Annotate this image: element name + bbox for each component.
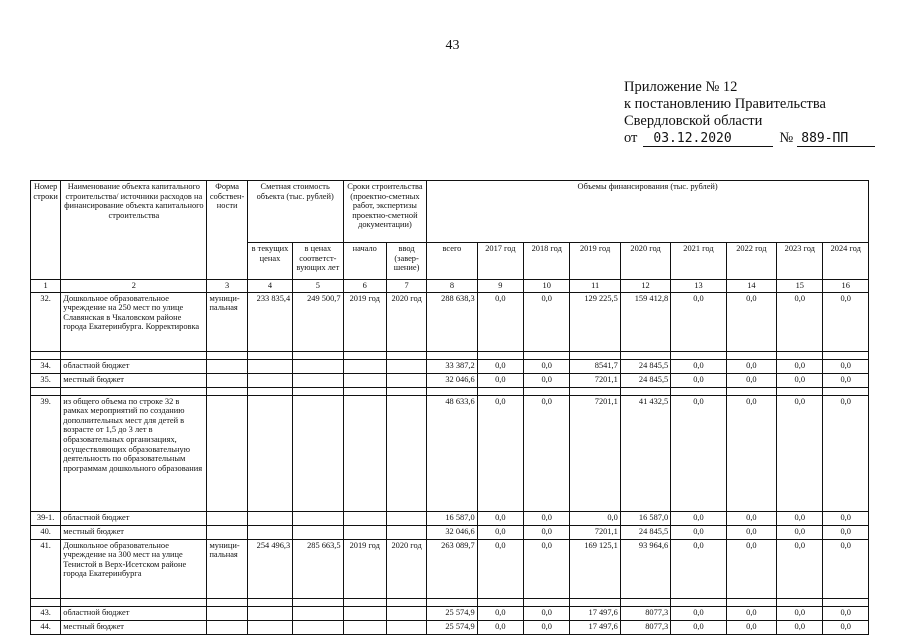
object-name: из общего объема по строке 32 в рамках мероприятий по созданию дополнительных мест для детей в возрасте от 1,5 до 3 лет в образовательных организациях, осуществляющих образовательную деятельность по образовательным программам дошкольного образования — [61, 395, 207, 511]
term-end — [386, 373, 426, 387]
separator-cell — [343, 598, 386, 606]
amount-2023: 0,0 — [777, 539, 823, 598]
separator-cell — [207, 387, 247, 395]
row-number: 39. — [31, 395, 61, 511]
amount-2023: 0,0 — [777, 620, 823, 634]
column-number: 14 — [726, 280, 776, 293]
estimate-current — [247, 373, 292, 387]
header-terms-start: начало — [343, 243, 386, 280]
amount-2024: 0,0 — [823, 525, 869, 539]
object-name: областной бюджет — [61, 606, 207, 620]
estimate-years — [293, 395, 343, 511]
appendix-block — [624, 79, 875, 147]
separator-cell — [570, 598, 620, 606]
object-name: областной бюджет — [61, 359, 207, 373]
column-number: 6 — [343, 280, 386, 293]
estimate-current — [247, 620, 292, 634]
table-body — [31, 292, 869, 634]
separator-cell — [31, 387, 61, 395]
object-name: местный бюджет — [61, 525, 207, 539]
header-2022: 2022 год — [726, 243, 776, 280]
term-end — [386, 511, 426, 525]
row-number: 40. — [31, 525, 61, 539]
estimate-years — [293, 525, 343, 539]
row-separator — [31, 351, 869, 359]
term-start — [343, 620, 386, 634]
ownership: муници-пальная — [207, 539, 247, 598]
amount-2020: 41 432,5 — [620, 395, 670, 511]
table-row — [31, 606, 869, 620]
amount-2022: 0,0 — [726, 373, 776, 387]
amount-2020: 93 964,6 — [620, 539, 670, 598]
header-2020: 2020 год — [620, 243, 670, 280]
amount-2023: 0,0 — [777, 395, 823, 511]
amount-2021: 0,0 — [671, 539, 726, 598]
separator-cell — [427, 351, 477, 359]
separator-cell — [777, 351, 823, 359]
separator-cell — [386, 351, 426, 359]
term-end — [386, 395, 426, 511]
total-amount: 32 046,6 — [427, 525, 477, 539]
separator-cell — [247, 598, 292, 606]
amount-2021: 0,0 — [671, 359, 726, 373]
table-row — [31, 395, 869, 511]
column-number: 1 — [31, 280, 61, 293]
row-separator — [31, 387, 869, 395]
separator-cell — [293, 598, 343, 606]
separator-cell — [726, 387, 776, 395]
amount-2022: 0,0 — [726, 525, 776, 539]
column-number: 11 — [570, 280, 620, 293]
header-name: Наименование объекта капитального строительства/ источники расходов на финансирование объекта капитального строительства — [61, 181, 207, 280]
amount-2019: 17 497,6 — [570, 620, 620, 634]
separator-cell — [31, 351, 61, 359]
term-start: 2019 год — [343, 292, 386, 351]
column-number: 3 — [207, 280, 247, 293]
amount-2021: 0,0 — [671, 373, 726, 387]
amount-2023: 0,0 — [777, 606, 823, 620]
term-end: 2020 год — [386, 292, 426, 351]
total-amount: 25 574,9 — [427, 620, 477, 634]
table-row — [31, 373, 869, 387]
separator-cell — [524, 351, 570, 359]
amount-2017: 0,0 — [477, 511, 523, 525]
ownership — [207, 373, 247, 387]
column-number: 9 — [477, 280, 523, 293]
amount-2019: 129 225,5 — [570, 292, 620, 351]
row-number: 32. — [31, 292, 61, 351]
amount-2023: 0,0 — [777, 292, 823, 351]
amount-2020: 24 845,5 — [620, 525, 670, 539]
ownership — [207, 511, 247, 525]
amount-2017: 0,0 — [477, 373, 523, 387]
row-number: 34. — [31, 359, 61, 373]
separator-cell — [620, 351, 670, 359]
amount-2021: 0,0 — [671, 292, 726, 351]
total-amount: 263 089,7 — [427, 539, 477, 598]
header-row-1 — [31, 181, 869, 243]
separator-cell — [427, 387, 477, 395]
ownership — [207, 620, 247, 634]
term-start — [343, 359, 386, 373]
term-start: 2019 год — [343, 539, 386, 598]
estimate-current — [247, 359, 292, 373]
amount-2024: 0,0 — [823, 373, 869, 387]
header-estimate-years: в ценах соответст-вующих лет — [293, 243, 343, 280]
amount-2019: 8541,7 — [570, 359, 620, 373]
separator-cell — [726, 351, 776, 359]
amount-2021: 0,0 — [671, 525, 726, 539]
separator-cell — [570, 387, 620, 395]
term-start — [343, 606, 386, 620]
amount-2021: 0,0 — [671, 606, 726, 620]
amount-2022: 0,0 — [726, 359, 776, 373]
separator-cell — [386, 387, 426, 395]
separator-cell — [293, 351, 343, 359]
estimate-years — [293, 359, 343, 373]
separator-cell — [823, 351, 869, 359]
term-start — [343, 373, 386, 387]
table-row — [31, 620, 869, 634]
amount-2024: 0,0 — [823, 511, 869, 525]
separator-cell — [61, 598, 207, 606]
column-number: 4 — [247, 280, 292, 293]
amount-2017: 0,0 — [477, 395, 523, 511]
financing-table — [30, 180, 869, 635]
object-name: местный бюджет — [61, 373, 207, 387]
amount-2024: 0,0 — [823, 359, 869, 373]
amount-2019: 7201,1 — [570, 373, 620, 387]
separator-cell — [620, 387, 670, 395]
total-amount: 33 387,2 — [427, 359, 477, 373]
amount-2019: 17 497,6 — [570, 606, 620, 620]
header-total: всего — [427, 243, 477, 280]
amount-2017: 0,0 — [477, 359, 523, 373]
header-terms: Сроки строительства (проектно-сметных работ, экспертизы проектно-сметной документации) — [343, 181, 427, 243]
object-name: местный бюджет — [61, 620, 207, 634]
amount-2019: 7201,1 — [570, 525, 620, 539]
amount-2018: 0,0 — [524, 539, 570, 598]
header-estimate-current: в текущих ценах — [247, 243, 292, 280]
resolution-number: 889-ПП — [797, 132, 875, 147]
separator-cell — [343, 351, 386, 359]
amount-2018: 0,0 — [524, 606, 570, 620]
estimate-years — [293, 620, 343, 634]
total-amount: 288 638,3 — [427, 292, 477, 351]
amount-2020: 24 845,5 — [620, 373, 670, 387]
estimate-years — [293, 511, 343, 525]
amount-2021: 0,0 — [671, 395, 726, 511]
estimate-years: 249 500,7 — [293, 292, 343, 351]
header-ownership: Форма собствен-ности — [207, 181, 247, 280]
amount-2017: 0,0 — [477, 292, 523, 351]
amount-2021: 0,0 — [671, 620, 726, 634]
ownership — [207, 395, 247, 511]
table-row — [31, 525, 869, 539]
column-number: 5 — [293, 280, 343, 293]
amount-2022: 0,0 — [726, 395, 776, 511]
separator-cell — [671, 351, 726, 359]
table-row — [31, 511, 869, 525]
separator-cell — [671, 387, 726, 395]
amount-2018: 0,0 — [524, 373, 570, 387]
amount-2023: 0,0 — [777, 525, 823, 539]
amount-2023: 0,0 — [777, 359, 823, 373]
ownership: муници-пальная — [207, 292, 247, 351]
ownership — [207, 525, 247, 539]
separator-cell — [31, 598, 61, 606]
page-number: 43 — [445, 38, 460, 53]
separator-cell — [207, 598, 247, 606]
total-amount: 16 587,0 — [427, 511, 477, 525]
estimate-years — [293, 606, 343, 620]
amount-2017: 0,0 — [477, 620, 523, 634]
object-name: Дошкольное образовательное учреждение на 250 мест по улице Славянская в Чкаловском районе города Екатеринбурга. Корректировка — [61, 292, 207, 351]
amount-2023: 0,0 — [777, 373, 823, 387]
amount-2024: 0,0 — [823, 606, 869, 620]
estimate-current — [247, 525, 292, 539]
separator-cell — [343, 387, 386, 395]
separator-cell — [823, 387, 869, 395]
header-financing: Объемы финансирования (тыс. рублей) — [427, 181, 869, 243]
separator-cell — [61, 351, 207, 359]
column-number: 13 — [671, 280, 726, 293]
amount-2020: 8077,3 — [620, 620, 670, 634]
separator-cell — [61, 387, 207, 395]
amount-2023: 0,0 — [777, 511, 823, 525]
header-2018: 2018 год — [524, 243, 570, 280]
row-number: 39-1. — [31, 511, 61, 525]
estimate-current — [247, 395, 292, 511]
column-number: 8 — [427, 280, 477, 293]
total-amount: 32 046,6 — [427, 373, 477, 387]
table-row — [31, 539, 869, 598]
amount-2018: 0,0 — [524, 620, 570, 634]
amount-2018: 0,0 — [524, 292, 570, 351]
term-start — [343, 525, 386, 539]
amount-2024: 0,0 — [823, 395, 869, 511]
ownership — [207, 606, 247, 620]
estimate-current — [247, 606, 292, 620]
header-row-no: Номер строки — [31, 181, 61, 280]
column-number: 10 — [524, 280, 570, 293]
separator-cell — [671, 598, 726, 606]
amount-2020: 8077,3 — [620, 606, 670, 620]
term-start — [343, 511, 386, 525]
separator-cell — [726, 598, 776, 606]
number-label: № — [779, 130, 794, 146]
amount-2019: 0,0 — [570, 511, 620, 525]
term-end — [386, 606, 426, 620]
row-number: 35. — [31, 373, 61, 387]
column-number-row — [31, 280, 869, 293]
separator-cell — [477, 351, 523, 359]
term-start — [343, 395, 386, 511]
amount-2024: 0,0 — [823, 620, 869, 634]
separator-cell — [247, 387, 292, 395]
separator-cell — [823, 598, 869, 606]
amount-2019: 7201,1 — [570, 395, 620, 511]
term-end — [386, 359, 426, 373]
header-2017: 2017 год — [477, 243, 523, 280]
amount-2020: 16 587,0 — [620, 511, 670, 525]
row-number: 43. — [31, 606, 61, 620]
amount-2021: 0,0 — [671, 511, 726, 525]
ownership — [207, 359, 247, 373]
term-end: 2020 год — [386, 539, 426, 598]
amount-2018: 0,0 — [524, 511, 570, 525]
amount-2018: 0,0 — [524, 525, 570, 539]
header-2019: 2019 год — [570, 243, 620, 280]
header-terms-end: ввод (завер-шение) — [386, 243, 426, 280]
term-end — [386, 525, 426, 539]
row-number: 44. — [31, 620, 61, 634]
appendix-resolution: к постановлению Правительства — [624, 96, 826, 112]
amount-2018: 0,0 — [524, 359, 570, 373]
separator-cell — [207, 351, 247, 359]
total-amount: 48 633,6 — [427, 395, 477, 511]
header-2024: 2024 год — [823, 243, 869, 280]
separator-cell — [570, 351, 620, 359]
table-row — [31, 292, 869, 351]
amount-2024: 0,0 — [823, 539, 869, 598]
amount-2022: 0,0 — [726, 539, 776, 598]
header-2021: 2021 год — [671, 243, 726, 280]
resolution-date: 03.12.2020 — [643, 132, 773, 147]
object-name: Дошкольное образовательное учреждение на 300 мест на улице Тенистой в Верх-Исетском районе города Екатеринбурга — [61, 539, 207, 598]
amount-2020: 159 412,8 — [620, 292, 670, 351]
estimate-current: 233 835,4 — [247, 292, 292, 351]
appendix-signature-line — [624, 130, 875, 147]
amount-2017: 0,0 — [477, 606, 523, 620]
term-end — [386, 620, 426, 634]
column-number: 2 — [61, 280, 207, 293]
amount-2017: 0,0 — [477, 525, 523, 539]
amount-2024: 0,0 — [823, 292, 869, 351]
amount-2022: 0,0 — [726, 620, 776, 634]
appendix-region: Свердловской области — [624, 113, 763, 129]
estimate-current — [247, 511, 292, 525]
separator-cell — [427, 598, 477, 606]
separator-cell — [247, 351, 292, 359]
separator-cell — [477, 598, 523, 606]
row-number: 41. — [31, 539, 61, 598]
amount-2020: 24 845,5 — [620, 359, 670, 373]
column-number: 16 — [823, 280, 869, 293]
estimate-years: 285 663,5 — [293, 539, 343, 598]
separator-cell — [524, 598, 570, 606]
amount-2022: 0,0 — [726, 292, 776, 351]
object-name: областной бюджет — [61, 511, 207, 525]
total-amount: 25 574,9 — [427, 606, 477, 620]
separator-cell — [386, 598, 426, 606]
amount-2018: 0,0 — [524, 395, 570, 511]
estimate-current: 254 496,3 — [247, 539, 292, 598]
separator-cell — [777, 598, 823, 606]
amount-2017: 0,0 — [477, 539, 523, 598]
estimate-years — [293, 373, 343, 387]
header-2023: 2023 год — [777, 243, 823, 280]
column-number: 15 — [777, 280, 823, 293]
separator-cell — [777, 387, 823, 395]
from-label: от — [624, 130, 638, 146]
separator-cell — [620, 598, 670, 606]
row-separator — [31, 598, 869, 606]
separator-cell — [524, 387, 570, 395]
column-number: 12 — [620, 280, 670, 293]
header-estimate: Сметная стоимость объекта (тыс. рублей) — [247, 181, 343, 243]
column-number: 7 — [386, 280, 426, 293]
separator-cell — [477, 387, 523, 395]
amount-2022: 0,0 — [726, 511, 776, 525]
amount-2019: 169 125,1 — [570, 539, 620, 598]
separator-cell — [293, 387, 343, 395]
amount-2022: 0,0 — [726, 606, 776, 620]
table-row — [31, 359, 869, 373]
appendix-title: Приложение № 12 — [624, 79, 738, 95]
